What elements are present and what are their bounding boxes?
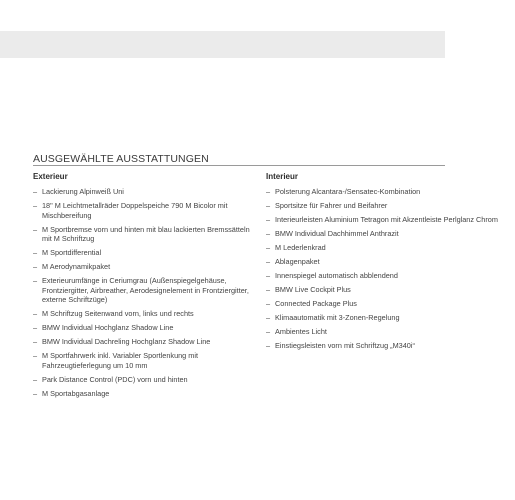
bullet-dash: – — [33, 224, 38, 234]
bullet-dash: – — [33, 262, 38, 272]
list-item: – Sportsitze für Fahrer und Beifahrer — [266, 200, 388, 210]
bullet-dash: – — [266, 228, 271, 238]
exterieur-heading: Exterieur — [33, 172, 68, 181]
list-item: – M Schriftzug Seitenwand vorn, links und rechts — [33, 309, 194, 319]
list-item: – Lackierung Alpinweiß Uni — [33, 187, 124, 196]
list-item: – M Aerodynamikpaket — [33, 262, 111, 272]
list-item: – Innenspiegel automatisch abblendend — [266, 270, 398, 280]
bullet-dash: – — [266, 256, 271, 266]
list-item: – BMW Individual Hochglanz Shadow Line — [33, 323, 174, 333]
interieur-heading: Interieur — [266, 172, 299, 181]
list-item: – Ambientes Licht — [266, 326, 327, 336]
bullet-dash: – — [266, 340, 271, 350]
section-title: AUSGEWÄHLTE AUSSTATTUNGEN — [33, 153, 209, 165]
bullet-dash: – — [266, 187, 271, 196]
bullet-dash: – — [266, 214, 271, 224]
bullet-dash: – — [266, 284, 271, 294]
interieur-column — [266, 171, 498, 355]
bullet-dash: – — [33, 276, 38, 286]
exterieur-list — [33, 187, 261, 398]
bullet-dash: – — [266, 298, 271, 308]
list-item: – Ablagenpaket — [266, 256, 320, 266]
list-item: – Exterieurumfänge in Ceriumgrau (Außenspiegelgehäuse, Frontziergitter, Airbreather, Aerodesignelement in Frontziergitter, externe Schriftzüge) — [33, 276, 249, 305]
bullet-dash: – — [33, 200, 38, 210]
list-item: – Interieurleisten Aluminium Tetragon mit Akzentleiste Perlglanz Chrom — [266, 214, 498, 224]
list-item: – M Sportdifferential — [33, 248, 102, 258]
bullet-dash: – — [33, 323, 38, 333]
list-item: – 18" M Leichtmetallräder Doppelspeiche 790 M Bicolor mit Mischbereifung — [33, 200, 228, 220]
bullet-dash: – — [33, 388, 38, 398]
header-band — [0, 31, 445, 58]
bullet-dash: – — [266, 312, 271, 322]
exterieur-column — [33, 171, 261, 403]
interieur-list — [266, 187, 498, 350]
list-item: – Park Distance Control (PDC) vorn und hinten — [33, 374, 188, 384]
list-item: – M Sportbremse vorn und hinten mit blau lackierten Bremssätteln mit M Schriftzug — [33, 224, 250, 244]
title-divider — [33, 165, 445, 166]
bullet-dash: – — [33, 337, 38, 347]
list-item: – M Sportfahrwerk inkl. Variabler Sportlenkung mit Fahrzeugtieferlegung um 10 mm — [33, 351, 198, 370]
bullet-dash: – — [33, 248, 38, 258]
bullet-dash: – — [266, 200, 271, 210]
list-item: – BMW Individual Dachreling Hochglanz Shadow Line — [33, 337, 211, 347]
list-item: – Polsterung Alcantara-/Sensatec-Kombination — [266, 187, 421, 196]
list-item: – Klimaautomatik mit 3-Zonen-Regelung — [266, 312, 400, 322]
list-item: – M Lederlenkrad — [266, 242, 326, 252]
bullet-dash: – — [33, 187, 38, 196]
list-item: – BMW Live Cockpit Plus — [266, 284, 351, 294]
bullet-dash: – — [33, 309, 38, 319]
list-item: – Connected Package Plus — [266, 298, 357, 308]
list-item: – Einstiegsleisten vorn mit Schriftzug „M340i“ — [266, 340, 415, 350]
bullet-dash: – — [266, 242, 271, 252]
bullet-dash: – — [266, 270, 271, 280]
list-item: – M Sportabgasanlage — [33, 388, 110, 398]
bullet-dash: – — [266, 326, 271, 336]
list-item: – BMW Individual Dachhimmel Anthrazit — [266, 228, 399, 238]
bullet-dash: – — [33, 374, 38, 384]
bullet-dash: – — [33, 351, 38, 361]
